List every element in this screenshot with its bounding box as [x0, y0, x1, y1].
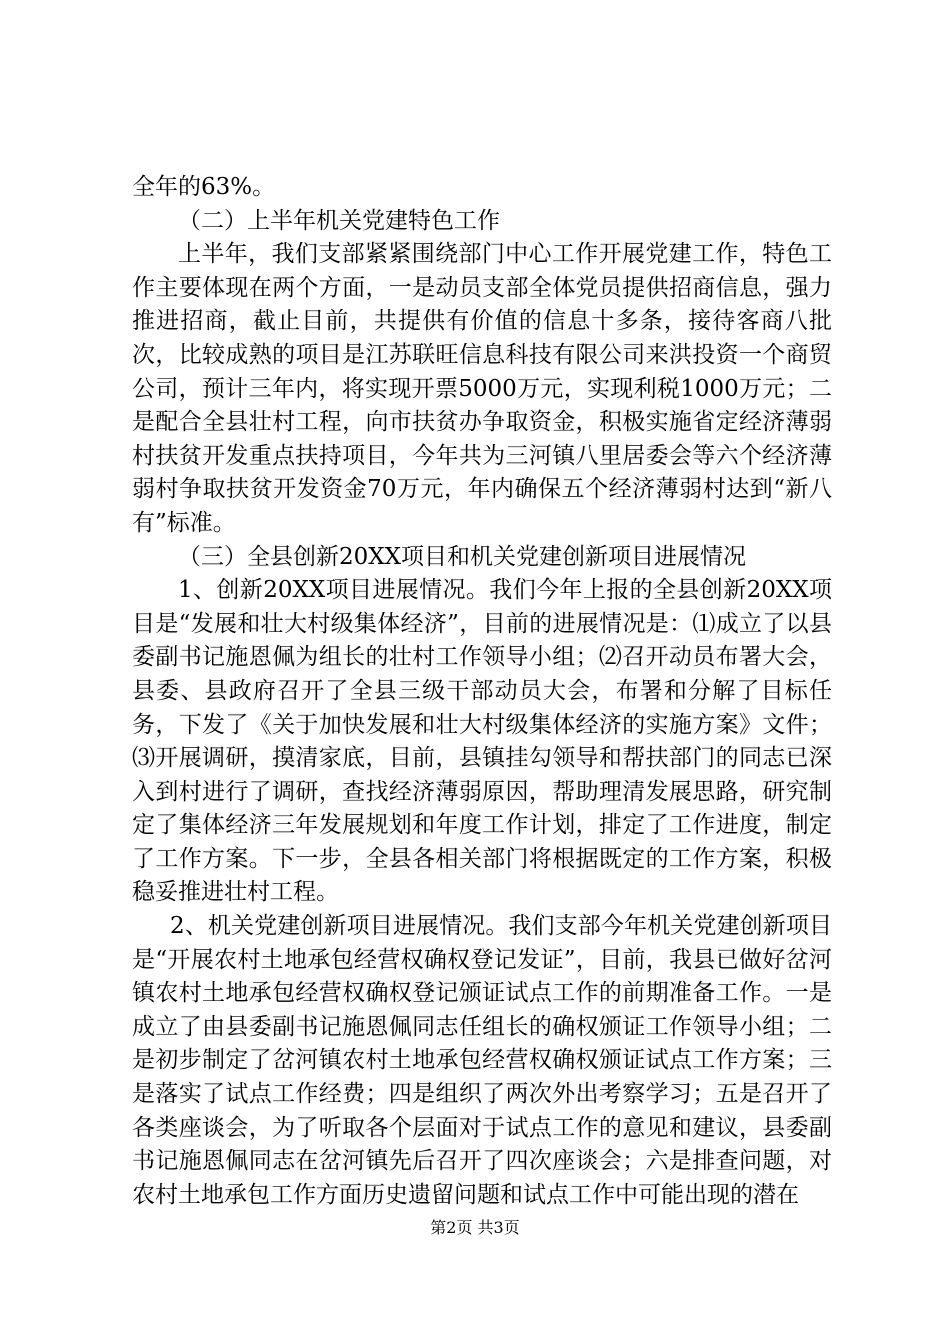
paragraph-continuation: 全年的63%。	[132, 174, 276, 200]
section-heading-2: （二）上半年机关党建特色工作	[178, 207, 500, 234]
paragraph-party-work: 上半年，我们支部紧紧围绕部门中心工作开展党建工作，特色工作主要体现在两个方面，一是动员支部全体党员提供招商信息，强力推进招商，截止目前，共提供有价值的信息十多条，接待客商八批次，比较成熟的项目是江苏联旺信息科技有限公司来洪投资一个商贸公司，预计三年内，将实现开票5000万元，实现利税1000万元；二是配合全县壮村工程，向市扶贫办争取资金，积极实施省定经济薄弱村扶贫开发重点扶持项目，今年共为三河镇八里居委会等六个经济薄弱村争取扶贫开发资金70万元，年内确保五个经济薄弱村达到“新八有”标准。	[132, 241, 832, 536]
section-heading-3: （三）全县创新20XX项目和机关党建创新项目进展情况	[178, 543, 747, 570]
paragraph-innovation-project: 1、创新20XX项目进展情况。我们今年上报的全县创新20XX项目是“发展和壮大村级集体经济”，目前的进展情况是：⑴成立了以县委副书记施恩佩为组长的壮村工作领导小组；⑵召开动员布署大会，县委、县政府召开了全县三级干部动员大会，布署和分解了目标任务，下发了《关于加快发展和壮大村级集体经济的实施方案》文件；⑶开展调研，摸清家底，目前，县镇挂勾领导和帮扶部门的同志已深入到村进行了调研，查找经济薄弱原因，帮助理清发展思路，研究制定了集体经济三年发展规划和年度工作计划，排定了工作进度，制定了工作方案。下一步，全县各相关部门将根据既定的工作方案，积极稳妥推进壮村工程。	[132, 577, 832, 906]
page-number: 第2页 共3页	[430, 1218, 520, 1237]
document-body	[132, 171, 832, 1212]
paragraph-party-innovation: 2、机关党建创新项目进展情况。我们支部今年机关党建创新项目是“开展农村土地承包经营权确权登记发证”，目前，我县已做好岔河镇农村土地承包经营权确权登记颁证试点工作的前期准备工作。一是成立了由县委副书记施恩佩同志任组长的确权颁证工作领导小组；二是初步制定了岔河镇农村土地承包经营权确权颁证试点工作方案；三是落实了试点工作经费；四是组织了两次外出考察学习；五是召开了各类座谈会，为了听取各个层面对于试点工作的意见和建议，县委副书记施恩佩同志在岔河镇先后召开了四次座谈会；六是排查问题，对农村土地承包工作方面历史遗留问题和试点工作中可能出现的潜在	[132, 913, 832, 1208]
